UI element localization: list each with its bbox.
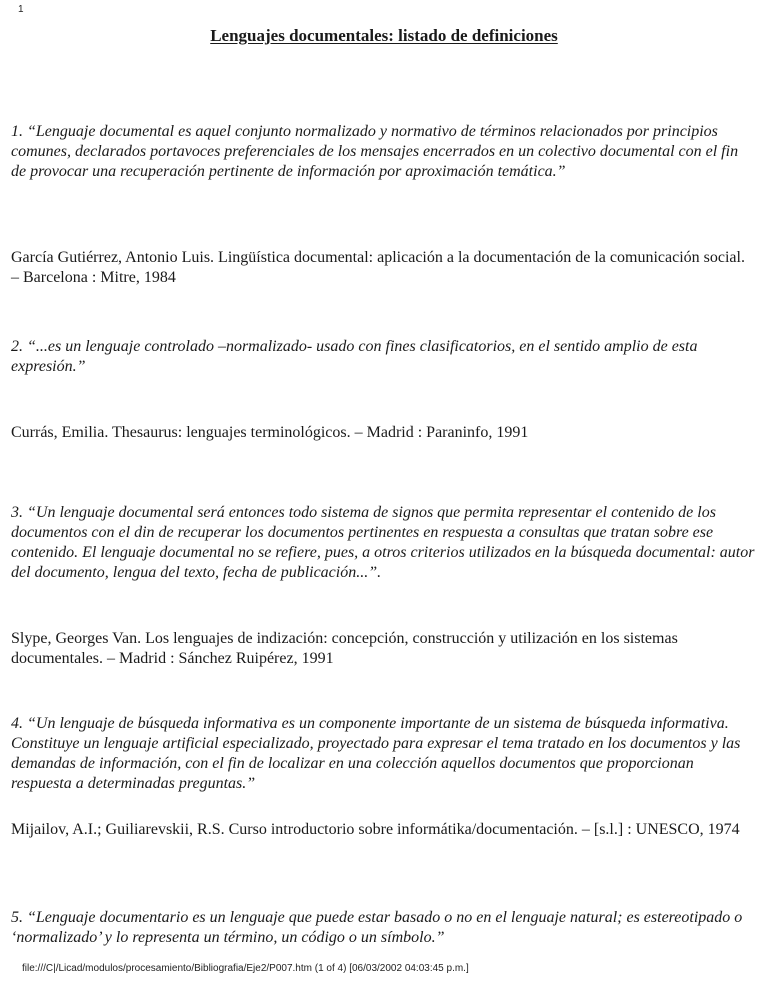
definition-4-quote: 4. “Un lenguaje de búsqueda informativa es un componente importante de un sistema de búsqueda informativa. Constituye un lenguaje artificial especializado, proyectado para expresar el tema tratado en los documentos y las demandas de información, con el fin de localizar en una colección aquellos documentos que proporcionan respuesta a determinadas preguntas.” xyxy=(11,715,741,792)
page-title: Lenguajes documentales: listado de definiciones xyxy=(210,26,558,45)
definition-5-quote: 5. “Lenguaje documentario es un lenguaje que puede estar basado o no en el lenguaje natural; es estereotipado o ‘normalizado’ y lo representa un término, un código o un símbolo.” xyxy=(11,909,743,946)
page-number: 1 xyxy=(18,4,24,15)
definition-3-quote: 3. “Un lenguaje documental será entonces todo sistema de signos que permita representar el contenido de los documentos con el din de recuperar los documentos pertinentes en respuesta a consultas que tratan sobre ese contenido. El lenguaje documental no se refiere, pues, a otros criterios utilizados en la búsqueda documental: autor del documento, lengua del texto, fecha de publicación...”. xyxy=(11,504,755,581)
file-path-footer: file:///C|/Licad/modulos/procesamiento/Bibliografia/Eje2/P007.htm (1 of 4) [06/03/2002 04:03:45 p.m.] xyxy=(22,963,469,974)
definition-1-citation: García Gutiérrez, Antonio Luis. Lingüística documental: aplicación a la documentación de la comunicación social. – Barcelona : Mitre, 1984 xyxy=(11,249,745,286)
definition-2-quote: 2. “...es un lenguaje controlado –normalizado- usado con fines clasificatorios, en el sentido amplio de esta expresión.” xyxy=(11,338,698,375)
definition-3-citation: Slype, Georges Van. Los lenguajes de indización: concepción, construcción y utilización en los sistemas documentales. – Madrid : Sánchez Ruipérez, 1991 xyxy=(11,630,678,667)
definition-4-citation: Mijailov, A.I.; Guiliarevskii, R.S. Curso introductorio sobre informátika/documentación. – [s.l.] : UNESCO, 1974 xyxy=(11,821,740,838)
definition-2-citation: Currás, Emilia. Thesaurus: lenguajes terminológicos. – Madrid : Paraninfo, 1991 xyxy=(11,424,529,441)
definition-1-quote: 1. “Lenguaje documental es aquel conjunto normalizado y normativo de términos relacionados por principios comunes, declarados portavoces preferenciales de los mensajes encerrados en un colectivo documental con el fin de provocar una recuperación pertinente de información por aproximación temática.” xyxy=(11,123,739,180)
